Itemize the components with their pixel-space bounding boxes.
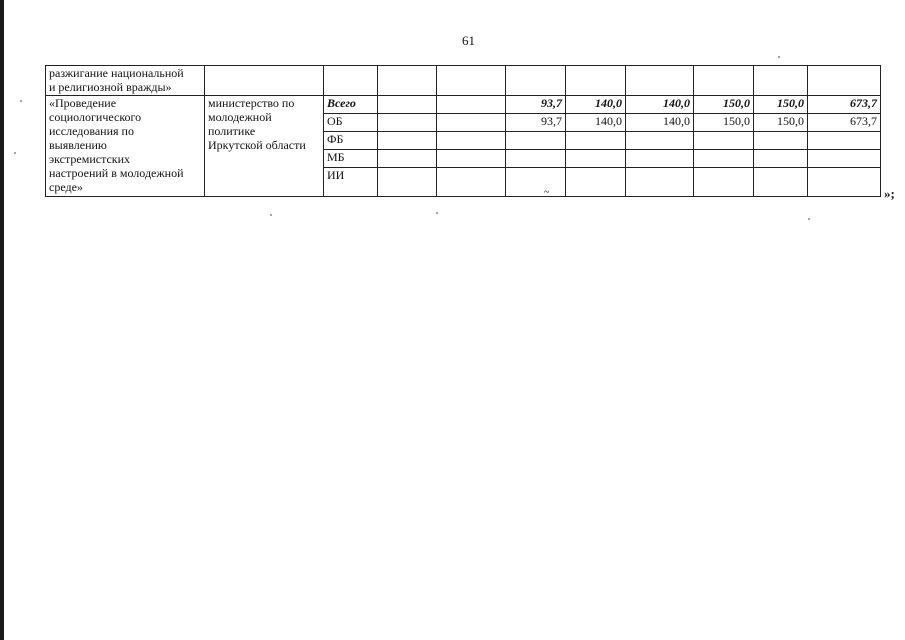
- funding-value: 673,7: [808, 114, 881, 132]
- stray-mark: ~: [544, 187, 550, 198]
- event-name-line: социологического: [49, 110, 142, 124]
- funding-value: [808, 150, 881, 168]
- funding-value: [626, 150, 694, 168]
- event-name-line: «Проведение: [49, 96, 117, 110]
- funding-value: 140,0: [566, 114, 626, 132]
- funding-value: [694, 150, 754, 168]
- event-name-line: выявлению: [49, 138, 107, 152]
- scan-speck: [436, 212, 438, 214]
- cell: [378, 66, 437, 96]
- funding-value: [437, 96, 506, 114]
- funding-value: [626, 132, 694, 150]
- event-name-line: среде»: [49, 180, 83, 194]
- funding-value: [754, 168, 808, 197]
- executor-line: политике: [208, 124, 256, 138]
- funding-value: 150,0: [694, 114, 754, 132]
- prev-event-row: [46, 66, 881, 96]
- funding-source: ФБ: [324, 132, 378, 150]
- funding-value: 150,0: [754, 114, 808, 132]
- funding-value: [754, 132, 808, 150]
- funding-source: МБ: [324, 150, 378, 168]
- funding-value: [437, 114, 506, 132]
- executor-line: министерство по: [208, 96, 295, 110]
- event-name-line: исследования по: [49, 124, 134, 138]
- funding-value: [566, 150, 626, 168]
- event-name-line: экстремистских: [49, 152, 131, 166]
- closing-quote: »;: [884, 186, 895, 201]
- cell: [437, 66, 506, 96]
- cell: [808, 66, 881, 96]
- funding-source: ИИ: [324, 168, 378, 197]
- scan-speck: [14, 152, 16, 154]
- scan-speck: [20, 100, 22, 102]
- funding-value: [378, 168, 437, 197]
- cell: [205, 66, 324, 96]
- funding-value: 150,0: [694, 96, 754, 114]
- funding-value: [437, 168, 506, 197]
- funding-source: ОБ: [324, 114, 378, 132]
- funding-value: 140,0: [626, 96, 694, 114]
- funding-table: [45, 65, 881, 197]
- funding-value: [378, 96, 437, 114]
- page-number: 61: [462, 33, 475, 48]
- funding-source: Всего: [324, 96, 378, 114]
- funding-value: [506, 132, 566, 150]
- event-name-line: настроений в молодежной: [49, 166, 184, 180]
- cell: [324, 66, 378, 96]
- funding-value: [378, 114, 437, 132]
- cell: [754, 66, 808, 96]
- executor-line: Иркутской области: [208, 138, 306, 152]
- cell: [506, 66, 566, 96]
- executor-line: молодежной: [208, 110, 272, 124]
- funding-value: [506, 150, 566, 168]
- funding-value: 673,7: [808, 96, 881, 114]
- prev-event-line-1: разжигание национальной: [49, 66, 184, 80]
- funding-value: 93,7: [506, 114, 566, 132]
- prev-event-line-2: и религиозной вражды»: [49, 80, 172, 94]
- funding-value: [808, 168, 881, 197]
- funding-value: [437, 132, 506, 150]
- scan-speck: [778, 56, 780, 58]
- funding-value: [378, 132, 437, 150]
- funding-value: [566, 168, 626, 197]
- cell: [626, 66, 694, 96]
- scan-speck: [808, 218, 810, 220]
- executor-cell: [205, 96, 324, 197]
- funding-value: [808, 132, 881, 150]
- cell: [694, 66, 754, 96]
- event-name-cell: [46, 96, 205, 197]
- funding-value: [694, 168, 754, 197]
- funding-value: [694, 132, 754, 150]
- funding-value: [626, 168, 694, 197]
- funding-value: [437, 150, 506, 168]
- prev-event-text: [46, 66, 205, 96]
- cell: [566, 66, 626, 96]
- funding-value: [506, 168, 566, 197]
- funding-value: 140,0: [566, 96, 626, 114]
- funding-value: [566, 132, 626, 150]
- funding-value: 140,0: [626, 114, 694, 132]
- scan-speck: [270, 214, 272, 216]
- scan-edge-bar: [0, 0, 4, 640]
- funding-value: 150,0: [754, 96, 808, 114]
- funding-row-total: [46, 96, 881, 114]
- funding-value: [754, 150, 808, 168]
- funding-value: [378, 150, 437, 168]
- funding-value: 93,7: [506, 96, 566, 114]
